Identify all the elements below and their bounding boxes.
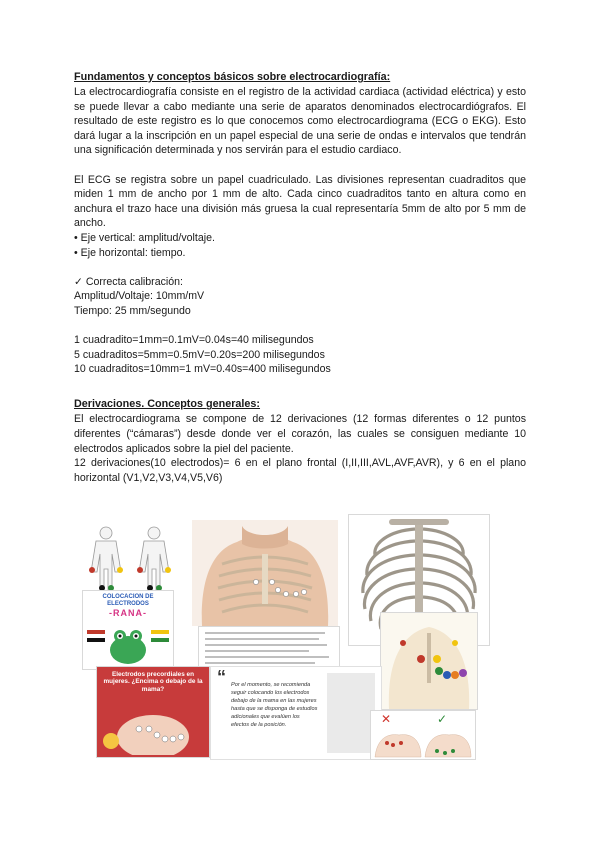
electrode-placement-legend [198, 626, 340, 670]
rana-poster [82, 590, 174, 670]
bullet-eje-vertical: • Eje vertical: amplitud/voltaje. [74, 231, 215, 244]
paragraph-12-derivaciones: 12 derivaciones(10 electrodos)= 6 en el plano frontal (I,II,III,AVL,AVF,AVR), y 6 en el plano horizontal (V1,V2,V3,V4,V5,V6) [74, 457, 526, 484]
paragraph-papel-cuadriculado: El ECG se registra sobre un papel cuadriculado. Las divisiones representan cuadraditos que miden 1 mm de ancho por 1 mm de alto. Cada cinco cuadraditos tanto en altura como en anchura el trazo hace una división más gruesa la cual representaría 5mm de alto por 5 mm de ancho. [74, 173, 526, 230]
section-heading-derivaciones: Derivaciones. Conceptos generales: [74, 398, 261, 411]
equivalence-10: 10 cuadraditos=10mm=1 mV=0.40s=400 milisegundos [74, 363, 331, 376]
rana-poster-title: COLOCACION DE ELECTRODOS [102, 594, 154, 607]
quote-mark-icon: “ [217, 667, 226, 687]
bullet-eje-horizontal: • Eje horizontal: tiempo. [74, 246, 186, 259]
recommendation-quote-card [210, 666, 382, 760]
svg-text:✓: ✓ [437, 712, 448, 726]
svg-text:✕: ✕ [381, 712, 392, 726]
paragraph-electrocardiografia: La electrocardiografía consiste en el registro de la actividad cardiaca (actividad eléctrica) y esto se puede llevar a cabo mediante una serie de aparatos denominados electrocardiógrafos. El resultado de este registro es lo que conocemos como electrocardiograma (ECG o EKG). Esto dará lugar a la inscripción en un papel especial de una serie de ondas e intervalos que tendrán una significación determinada y nos servirán para el estudio cardiaco. [74, 86, 526, 157]
limb-electrodes-diagram [74, 524, 182, 594]
women-precordial-poster [96, 666, 210, 758]
document-body [74, 70, 526, 485]
calibration-amplitude: Amplitud/Voltaje: 10mm/mV [74, 290, 205, 303]
frog-icon [83, 618, 173, 668]
quote-text: Por el momento, se recomienda seguir colocando los electrodos debajo de la mama en las mujeres hasta que se disponga de estudios adicionales que evalúen los efectos de la posición. [231, 682, 318, 728]
women-poster-title: Electrodos precordiales en mujeres. ¿Encima o debajo de la mama? [103, 671, 203, 693]
figure-collage [74, 514, 526, 760]
equivalence-1: 1 cuadradito=1mm=0.1mV=0.04s=40 milisegundos [74, 334, 314, 347]
quote-card-photo [327, 673, 375, 753]
paragraph-derivaciones: El electrocardiograma se compone de 12 derivaciones (12 formas diferentes o 12 puntos diferentes (“cámaras”) desde donde ver el corazón, las cuales se consiguen mediante 10 electrodos aplicados sobre la piel del paciente. [74, 413, 526, 455]
precordial-points-diagram [380, 612, 478, 710]
rana-poster-word: -RANA- [109, 608, 147, 618]
calibration-time: Tiempo: 25 mm/segundo [74, 304, 191, 317]
chest-anatomy-illustration [192, 520, 338, 626]
correct-incorrect-placement [370, 710, 476, 760]
equivalence-5: 5 cuadraditos=5mm=0.5mV=0.20s=200 milisegundos [74, 348, 325, 361]
section-heading-fundamentos: Fundamentos y conceptos básicos sobre electrocardiografía: [74, 71, 391, 83]
calibration-title: ✓ Correcta calibración: [74, 275, 183, 288]
